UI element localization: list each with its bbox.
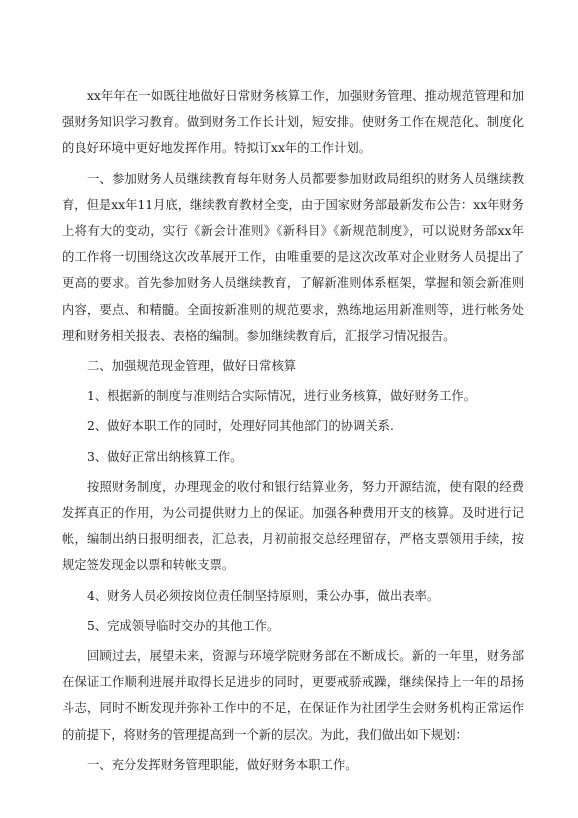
- document-body: [62, 83, 524, 782]
- cash-management-heading: 二、加强规范现金管理，做好日常核算: [87, 359, 297, 374]
- list-item-4: 4、财务人员必须按岗位责任制坚持原则，秉公办事，做出表率。: [87, 588, 440, 603]
- list-item-2: 2、做好本职工作的同时，处理好同其他部门的协调关系.: [87, 419, 394, 434]
- list-item-1: 1、根据新的制度与准则结合实际情况，进行业务核算，做好财务工作。: [87, 389, 477, 404]
- plan-heading-1: 一、充分发挥财务管理职能，做好财务本职工作。: [87, 757, 358, 772]
- review-paragraph: 回顾过去，展望未来，资源与环境学院财务部在不断成长。新的一年里，财务部在保证工作顺利进展并取得长足进步的同时，更要戒骄戒躁，继续保持上一年的昂扬斗志，同时不断发现并弥补工作中的不足，在保证作为社团学生会财务机构正常运作的前提下，将财务的管理提高到一个新的层次。为此，我们做出如下规划：: [62, 649, 524, 742]
- list-item-3: 3、做好正常出纳核算工作。: [87, 449, 243, 464]
- finance-rules-paragraph: 按照财务制度，办理现金的收付和银行结算业务，努力开源结流，使有限的经费发挥真正的作用，为公司提供财力上的保证。加强各种费用开支的核算。及时进行记帐，编制出纳日报明细表，汇总表，月初前报交总经理留存，严格支票领用手续，按规定签发现金以票和转帐支票。: [62, 479, 524, 573]
- continuing-education-paragraph: 一、参加财务人员继续教育每年财务人员都要参加财政局组织的财务人员继续教育，但是xx年11月底，继续教育教材全变，由于国家财务部最新发布公告：xx年财务上将有大的变动，实行《新会计准则》《新科目》《新规范制度》，可以说财务部xx年的工作将一切围绕这次改革展开工作，由唯重要的是这次改革对企业财务人员提出了更高的要求。首先参加财务人员继续教育，了解新准则体系框架，掌握和领会新准则内容，要点、和精髓。全面按新准则的规范要求，熟练地运用新准则等，进行帐务处理和财务相关报表、表格的编制。参加继续教育后，汇报学习情况报告。: [62, 171, 524, 343]
- list-item-5: 5、完成领导临时交办的其他工作。: [87, 618, 280, 633]
- intro-paragraph: xx年年在一如既往地做好日常财务核算工作，加强财务管理、推动规范管理和加强财务知识学习教育。做到财务工作长计划，短安排。使财务工作在规范化、制度化的良好环境中更好地发挥作用。特拟订xx年的工作计划。: [62, 89, 524, 156]
